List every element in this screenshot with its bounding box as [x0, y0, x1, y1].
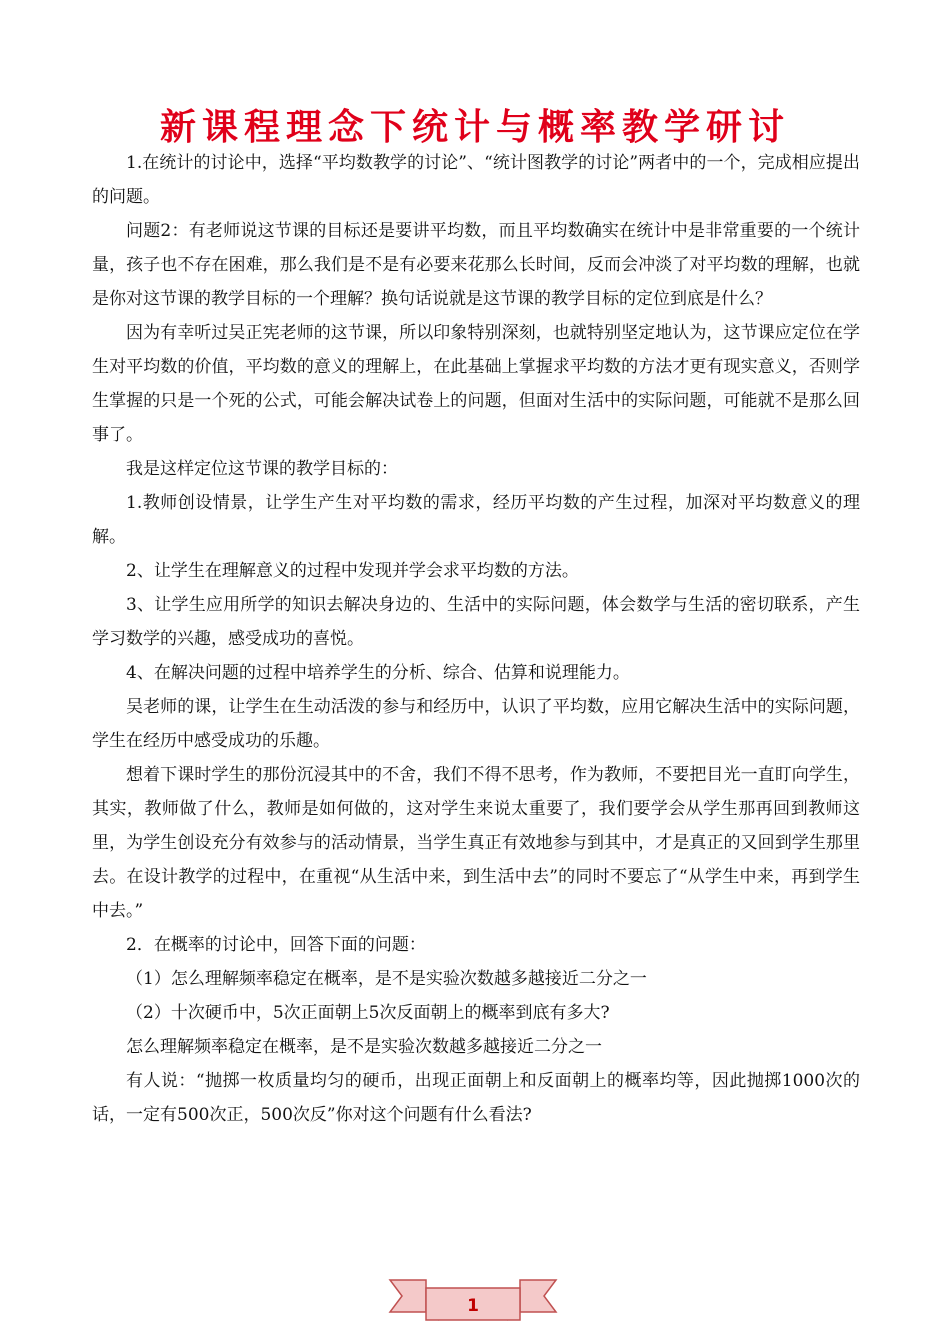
paragraph: 我是这样定位这节课的教学目标的： [126, 459, 398, 479]
paragraph: 吴老师的课，让学生在生动活泼的参与和经历中，认识了平均数，应用它解决生活中的实际问题，学生在经历中感受成功的乐趣。 [92, 697, 860, 751]
document-body [92, 146, 860, 1132]
paragraph: （1）怎么理解频率稳定在概率，是不是实验次数越多越接近二分之一 [126, 969, 647, 989]
paragraph: 怎么理解频率稳定在概率，是不是实验次数越多越接近二分之一 [126, 1037, 602, 1057]
paragraph: 3、让学生应用所学的知识去解决身边的、生活中的实际问题，体会数学与生活的密切联系，产生学习数学的兴趣，感受成功的喜悦。 [92, 595, 860, 649]
paragraph: 想着下课时学生的那份沉浸其中的不舍，我们不得不思考，作为教师，不要把目光一直盯向学生，其实，教师做了什么，教师是如何做的，这对学生来说太重要了，我们要学会从学生那再回到教师这里，为学生创设充分有效参与的活动情景，当学生真正有效地参与到其中，才是真正的又回到学生那里去。在设计教学的过程中，在重视“从生活中来，到生活中去”的同时不要忘了“从学生中来，再到学生中去。” [92, 765, 860, 921]
page-number: 1 [467, 1296, 479, 1316]
page-number-ribbon [388, 1272, 558, 1334]
paragraph: 问题2：有老师说这节课的目标还是要讲平均数，而且平均数确实在统计中是非常重要的一个统计量，孩子也不存在困难，那么我们是不是有必要来花那么长时间，反而会冲淡了对平均数的理解，也就是你对这节课的教学目标的一个理解？换句话说就是这节课的教学目标的定位到底是什么？ [92, 221, 860, 309]
paragraph: 1.在统计的讨论中，选择“平均数教学的讨论”、“统计图教学的讨论”两者中的一个，完成相应提出的问题。 [92, 153, 860, 207]
paragraph: （2）十次硬币中，5次正面朝上5次反面朝上的概率到底有多大? [126, 1003, 610, 1023]
paragraph: 1.教师创设情景，让学生产生对平均数的需求，经历平均数的产生过程，加深对平均数意义的理解。 [92, 493, 860, 547]
paragraph: 因为有幸听过吴正宪老师的这节课，所以印象特别深刻，也就特别坚定地认为，这节课应定位在学生对平均数的价值，平均数的意义的理解上，在此基础上掌握求平均数的方法才更有现实意义，否则学生掌握的只是一个死的公式，可能会解决试卷上的问题，但面对生活中的实际问题，可能就不是那么回事了。 [92, 323, 860, 445]
paragraph: 2、让学生在理解意义的过程中发现并学会求平均数的方法。 [126, 561, 579, 581]
paragraph: 4、在解决问题的过程中培养学生的分析、综合、估算和说理能力。 [126, 663, 630, 683]
paragraph: 2．在概率的讨论中，回答下面的问题： [126, 935, 426, 955]
paragraph: 有人说：“抛掷一枚质量均匀的硬币，出现正面朝上和反面朝上的概率均等，因此抛掷1000次的话，一定有500次正，500次反”你对这个问题有什么看法? [92, 1071, 860, 1125]
document-title: 新课程理念下统计与概率教学研讨 [159, 107, 790, 148]
